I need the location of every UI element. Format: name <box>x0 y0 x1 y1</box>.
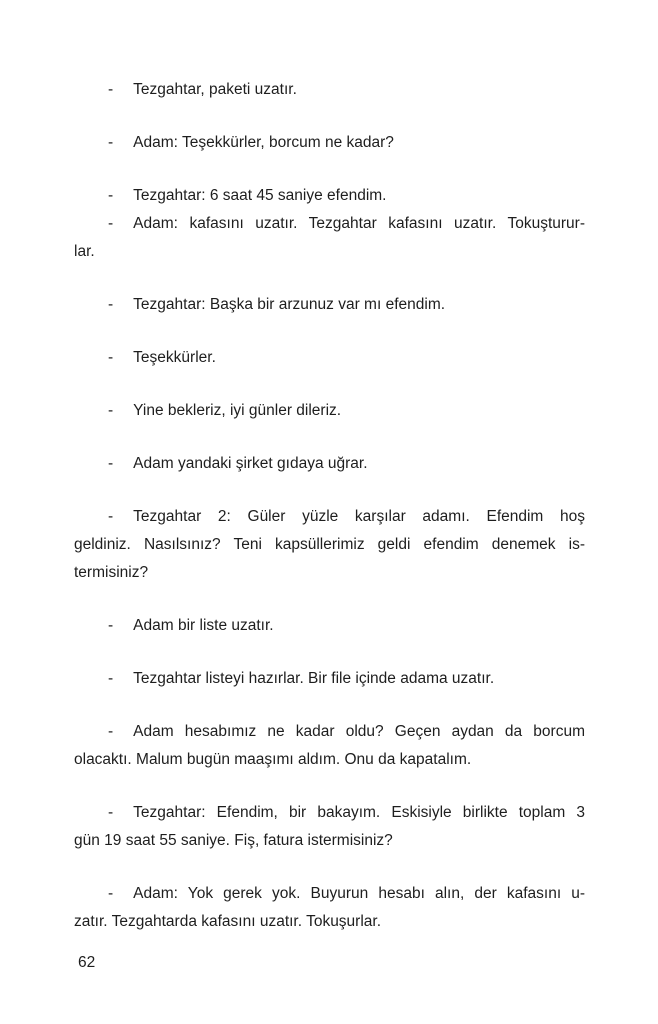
paragraph <box>74 665 585 693</box>
line-text: Tezgahtar: 6 saat 45 saniye efendim. <box>133 187 387 204</box>
dialogue-line-continuation <box>74 746 585 774</box>
dialogue-line-first <box>74 880 585 908</box>
line-text: Adam: Teşekkürler, borcum ne kadar? <box>133 134 394 151</box>
dialogue-line-continuation <box>74 238 585 266</box>
dialogue-line-first <box>74 612 585 640</box>
dialogue-dash: - <box>108 455 114 472</box>
dialogue-dash: - <box>108 296 114 313</box>
dialogue-dash: - <box>108 215 114 232</box>
line-text: Adam hesabımız ne kadar oldu? Geçen aydan da borcum <box>133 723 585 740</box>
dialogue-line-first <box>74 210 585 238</box>
line-text: termisiniz? <box>74 564 149 581</box>
dialogue-dash: - <box>108 187 114 204</box>
dialogue-line-first <box>74 397 585 425</box>
paragraph <box>74 397 585 425</box>
dialogue-dash: - <box>108 134 114 151</box>
line-text: Adam yandaki şirket gıdaya uğrar. <box>133 455 368 472</box>
paragraph <box>74 799 585 855</box>
line-text: Adam: Yok gerek yok. Buyurun hesabı alın, der kafasını u- <box>133 885 585 902</box>
line-text: gün 19 saat 55 saniye. Fiş, fatura istermisiniz? <box>74 832 393 849</box>
dialogue-line-continuation <box>74 827 585 855</box>
dialogue-line-first <box>74 503 585 531</box>
dialogue-line-first <box>74 450 585 478</box>
line-text: Teşekkürler. <box>133 349 216 366</box>
line-text: geldiniz. Nasılsınız? Teni kapsüllerimiz geldi efendim denemek is- <box>74 536 585 553</box>
dialogue-line-first <box>74 291 585 319</box>
dialogue-dash: - <box>108 804 114 821</box>
dialogue-line-first <box>74 76 585 104</box>
line-text: Yine bekleriz, iyi günler dileriz. <box>133 402 342 419</box>
dialogue-line-first <box>74 344 585 372</box>
paragraph <box>74 182 585 210</box>
line-text: Tezgahtar listeyi hazırlar. Bir file içinde adama uzatır. <box>133 670 495 687</box>
line-text: lar. <box>74 243 95 260</box>
paragraph <box>74 344 585 372</box>
paragraph <box>74 718 585 774</box>
line-text: Tezgahtar, paketi uzatır. <box>133 81 297 98</box>
dialogue-line-first <box>74 718 585 746</box>
dialogue-line-first <box>74 799 585 827</box>
line-text: Tezgahtar: Başka bir arzunuz var mı efendim. <box>133 296 446 313</box>
paragraph <box>74 880 585 936</box>
paragraph <box>74 291 585 319</box>
line-text: Adam: kafasını uzatır. Tezgahtar kafasını uzatır. Tokuşturur- <box>133 215 585 232</box>
line-text: zatır. Tezgahtarda kafasını uzatır. Tokuşurlar. <box>74 913 382 930</box>
page-number: 62 <box>78 954 96 971</box>
paragraph <box>74 612 585 640</box>
line-text: Tezgahtar 2: Güler yüzle karşılar adamı. Efendim hoş <box>133 508 585 525</box>
dialogue-dash: - <box>108 617 114 634</box>
line-text: Adam bir liste uzatır. <box>133 617 274 634</box>
dialogue-dash: - <box>108 885 114 902</box>
dialogue-dash: - <box>108 349 114 366</box>
paragraph <box>74 76 585 104</box>
paragraph <box>74 503 585 587</box>
line-text: olacaktı. Malum bugün maaşımı aldım. Onu da kapatalım. <box>74 751 472 768</box>
dialogue-line-continuation <box>74 531 585 559</box>
dialogue-dash: - <box>108 402 114 419</box>
paragraph <box>74 210 585 266</box>
dialogue-line-first <box>74 129 585 157</box>
dialogue-dash: - <box>108 723 114 740</box>
dialogue-line-first <box>74 665 585 693</box>
dialogue-line-first <box>74 182 585 210</box>
paragraph <box>74 129 585 157</box>
dialogue-line-continuation <box>74 559 585 587</box>
paragraph <box>74 450 585 478</box>
dialogue-line-continuation <box>74 908 585 936</box>
dialogue-dash: - <box>108 508 114 525</box>
text-block <box>74 76 585 936</box>
line-text: Tezgahtar: Efendim, bir bakayım. Eskisiyle birlikte toplam 3 <box>133 804 585 821</box>
dialogue-dash: - <box>108 670 114 687</box>
dialogue-dash: - <box>108 81 114 98</box>
